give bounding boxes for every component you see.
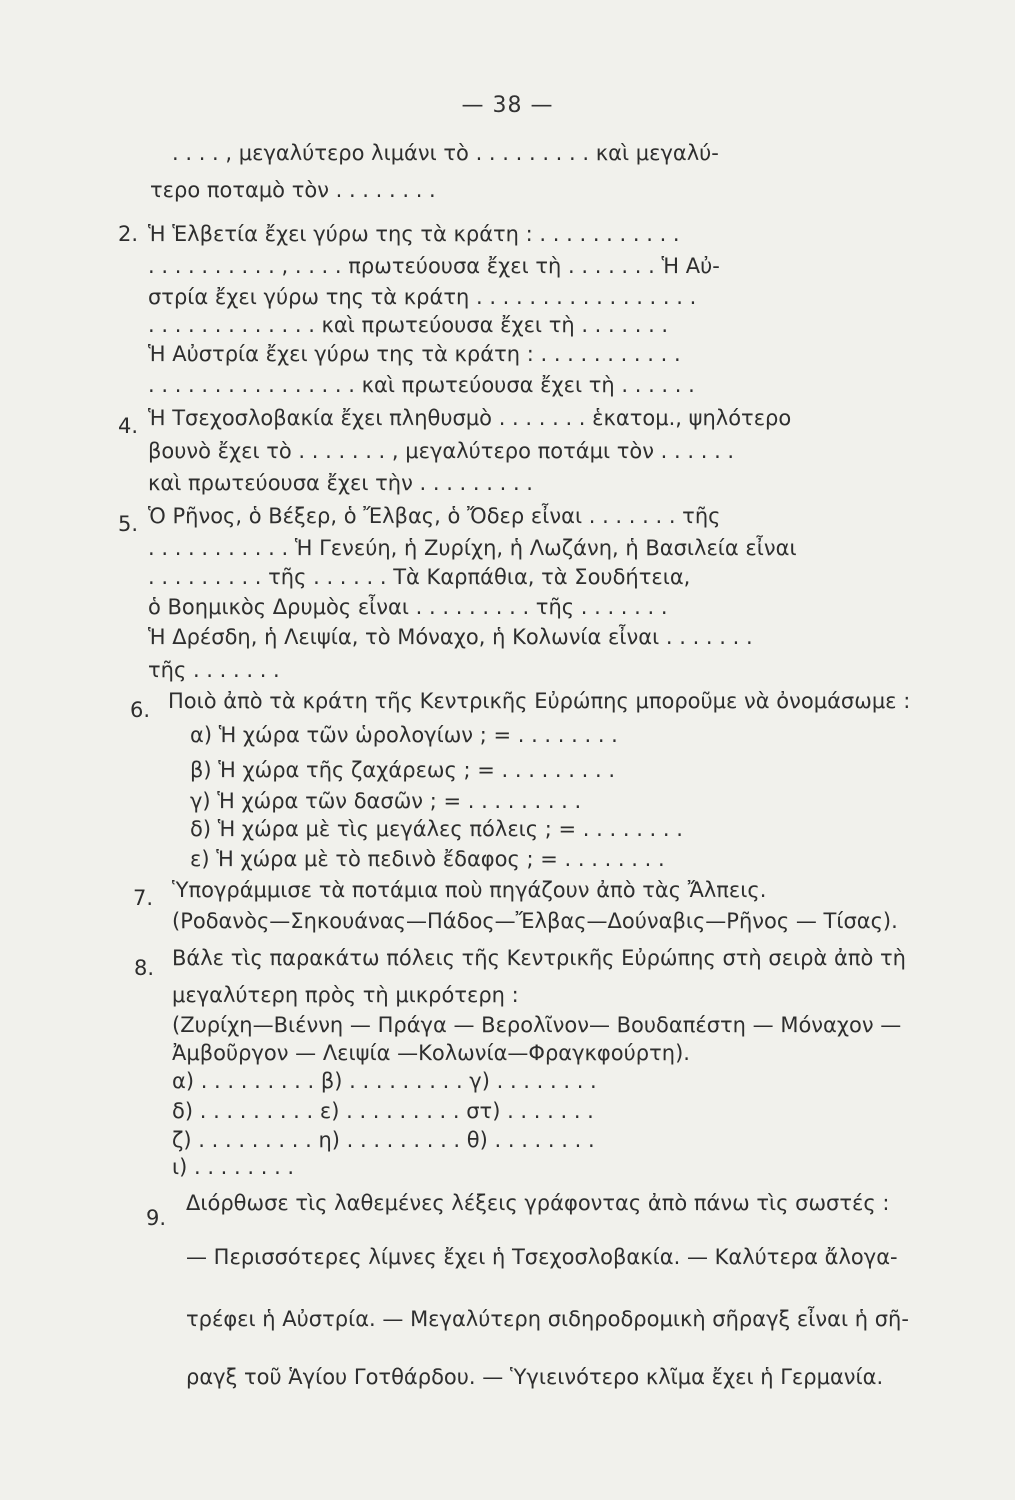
q2-line-6: . . . . . . . . . . . . . . . . καὶ πρωτεύουσα ἔχει τὴ . . . . . . [148,373,695,397]
q6-item-a: α) Ἡ χώρα τῶν ὡρολογίων ; = . . . . . . . . [190,723,618,747]
q4-line-2: βουνὸ ἔχει τὸ . . . . . . . , μεγαλύτερο ποτάμι τὸν . . . . . . [148,439,735,463]
q2-line-5: Ἡ Αὐστρία ἔχει γύρω της τὰ κράτη : . . . . . . . . . . . [148,342,681,366]
q4-line-1: Ἡ Τσεχοσλοβακία ἔχει πληθυσμὸ . . . . . . . ἑκατομ., ψηλότερο [148,406,792,430]
q9-line-4: ραγξ τοῦ Ἁγίου Γοτθάρδου. — Ὑγιεινότερο κλῖμα ἔχει ἡ Γερμανία. [186,1365,884,1389]
q6-item-b: β) Ἡ χώρα τῆς ζαχάρεως ; = . . . . . . . . . [190,758,616,782]
q9-line-1: Διόρθωσε τὶς λαθεμένες λέξεις γράφοντας ἀπὸ πάνω τὶς σωστές : [186,1191,890,1215]
page-number: — 38 — [461,93,554,118]
q5-line-5: Ἡ Δρέσδη, ἡ Λειψία, τὸ Μόναχο, ἡ Κολωνία εἶναι . . . . . . . [148,625,753,649]
q7-line-1: Ὑπογράμμισε τὰ ποτάμια ποὺ πηγάζουν ἀπὸ τὰς Ἄλπεις. [172,878,767,902]
q8-line-2: μεγαλύτερη πρὸς τὴ μικρότερη : [172,983,519,1007]
q2-number: 2. [118,222,139,246]
q2-line-1: Ἡ Ἑλβετία ἔχει γύρω της τὰ κράτη : . . . . . . . . . . . [148,222,680,246]
q2-line-3: στρία ἔχει γύρω της τὰ κράτη . . . . . . . . . . . . . . . . . [148,285,697,309]
q5-line-1: Ὁ Ρῆνος, ὁ Βέξερ, ὁ Ἔλβας, ὁ Ὄδερ εἶναι . . . . . . . τῆς [148,504,721,528]
q6-item-e: ε) Ἡ χώρα μὲ τὸ πεδινὸ ἔδαφος ; = . . . . . . . . [190,847,665,871]
q5-line-4: ὁ Βοημικὸς Δρυμὸς εἶναι . . . . . . . . . τῆς . . . . . . . [148,595,668,619]
q1-line-2: τερο ποταμὸ τὸν . . . . . . . . [150,178,436,202]
q8-answer-row-4: ι) . . . . . . . . [172,1155,295,1179]
q2-line-2: . . . . . . . . . . , . . . . πρωτεύουσα ἔχει τὴ . . . . . . . Ἡ Αὐ- [148,254,720,278]
q8-line-3: (Ζυρίχη—Βιέννη — Πράγα — Βερολῖνον— Βουδαπέστη — Μόναχον — [172,1013,902,1037]
q8-number: 8. [134,956,155,980]
q8-line-4: Ἀμβοῦργον — Λειψία —Κολωνία—Φραγκφούρτη). [172,1041,690,1065]
q6-number: 6. [130,698,151,722]
q6-item-d: δ) Ἡ χώρα μὲ τὶς μεγάλες πόλεις ; = . . . . . . . . [190,817,683,841]
q9-line-3: τρέφει ἡ Αὐστρία. — Μεγαλύτερη σιδηροδρομικὴ σῆραγξ εἶναι ἡ σῆ- [186,1307,909,1331]
q8-answer-row-3: ζ) . . . . . . . . . η) . . . . . . . . . θ) . . . . . . . . [172,1128,595,1152]
q9-number: 9. [146,1206,167,1230]
q5-line-2: . . . . . . . . . . . Ἡ Γενεύη, ἡ Ζυρίχη, ἡ Λωζάνη, ἡ Βασιλεία εἶναι [148,536,797,560]
q5-number: 5. [118,512,139,536]
q5-line-6: τῆς . . . . . . . [148,658,280,682]
q8-answer-row-2: δ) . . . . . . . . . ε) . . . . . . . . . στ) . . . . . . . [172,1099,594,1123]
q1-line-1: . . . . , μεγαλύτερο λιμάνι τὸ . . . . . . . . . καὶ μεγαλύ- [172,141,719,165]
q5-line-3: . . . . . . . . . τῆς . . . . . . Τὰ Καρπάθια, τὰ Σουδήτεια, [148,565,691,589]
q7-line-2: (Ροδανὸς—Σηκουάνας—Πάδος—Ἔλβας—Δούναβις—Ρῆνος — Τίσας). [172,909,898,933]
q6-item-c: γ) Ἡ χώρα τῶν δασῶν ; = . . . . . . . . . [190,789,582,813]
q6-line-1: Ποιὸ ἀπὸ τὰ κράτη τῆς Κεντρικῆς Εὐρώπης μποροῦμε νὰ ὀνομάσωμε : [168,689,911,713]
q9-line-2: — Περισσότερες λίμνες ἔχει ἡ Τσεχοσλοβακία. — Καλύτερα ἄλογα- [186,1245,898,1269]
q8-line-1: Βάλε τὶς παρακάτω πόλεις τῆς Κεντρικῆς Εὐρώπης στὴ σειρὰ ἀπὸ τὴ [172,946,906,970]
q4-line-3: καὶ πρωτεύουσα ἔχει τὴν . . . . . . . . . [148,471,533,495]
q7-number: 7. [133,886,154,910]
q8-answer-row-1: α) . . . . . . . . . β) . . . . . . . . . γ) . . . . . . . . [172,1069,597,1093]
q2-line-4: . . . . . . . . . . . . . καὶ πρωτεύουσα ἔχει τὴ . . . . . . . [148,313,669,337]
q4-number: 4. [118,414,139,438]
